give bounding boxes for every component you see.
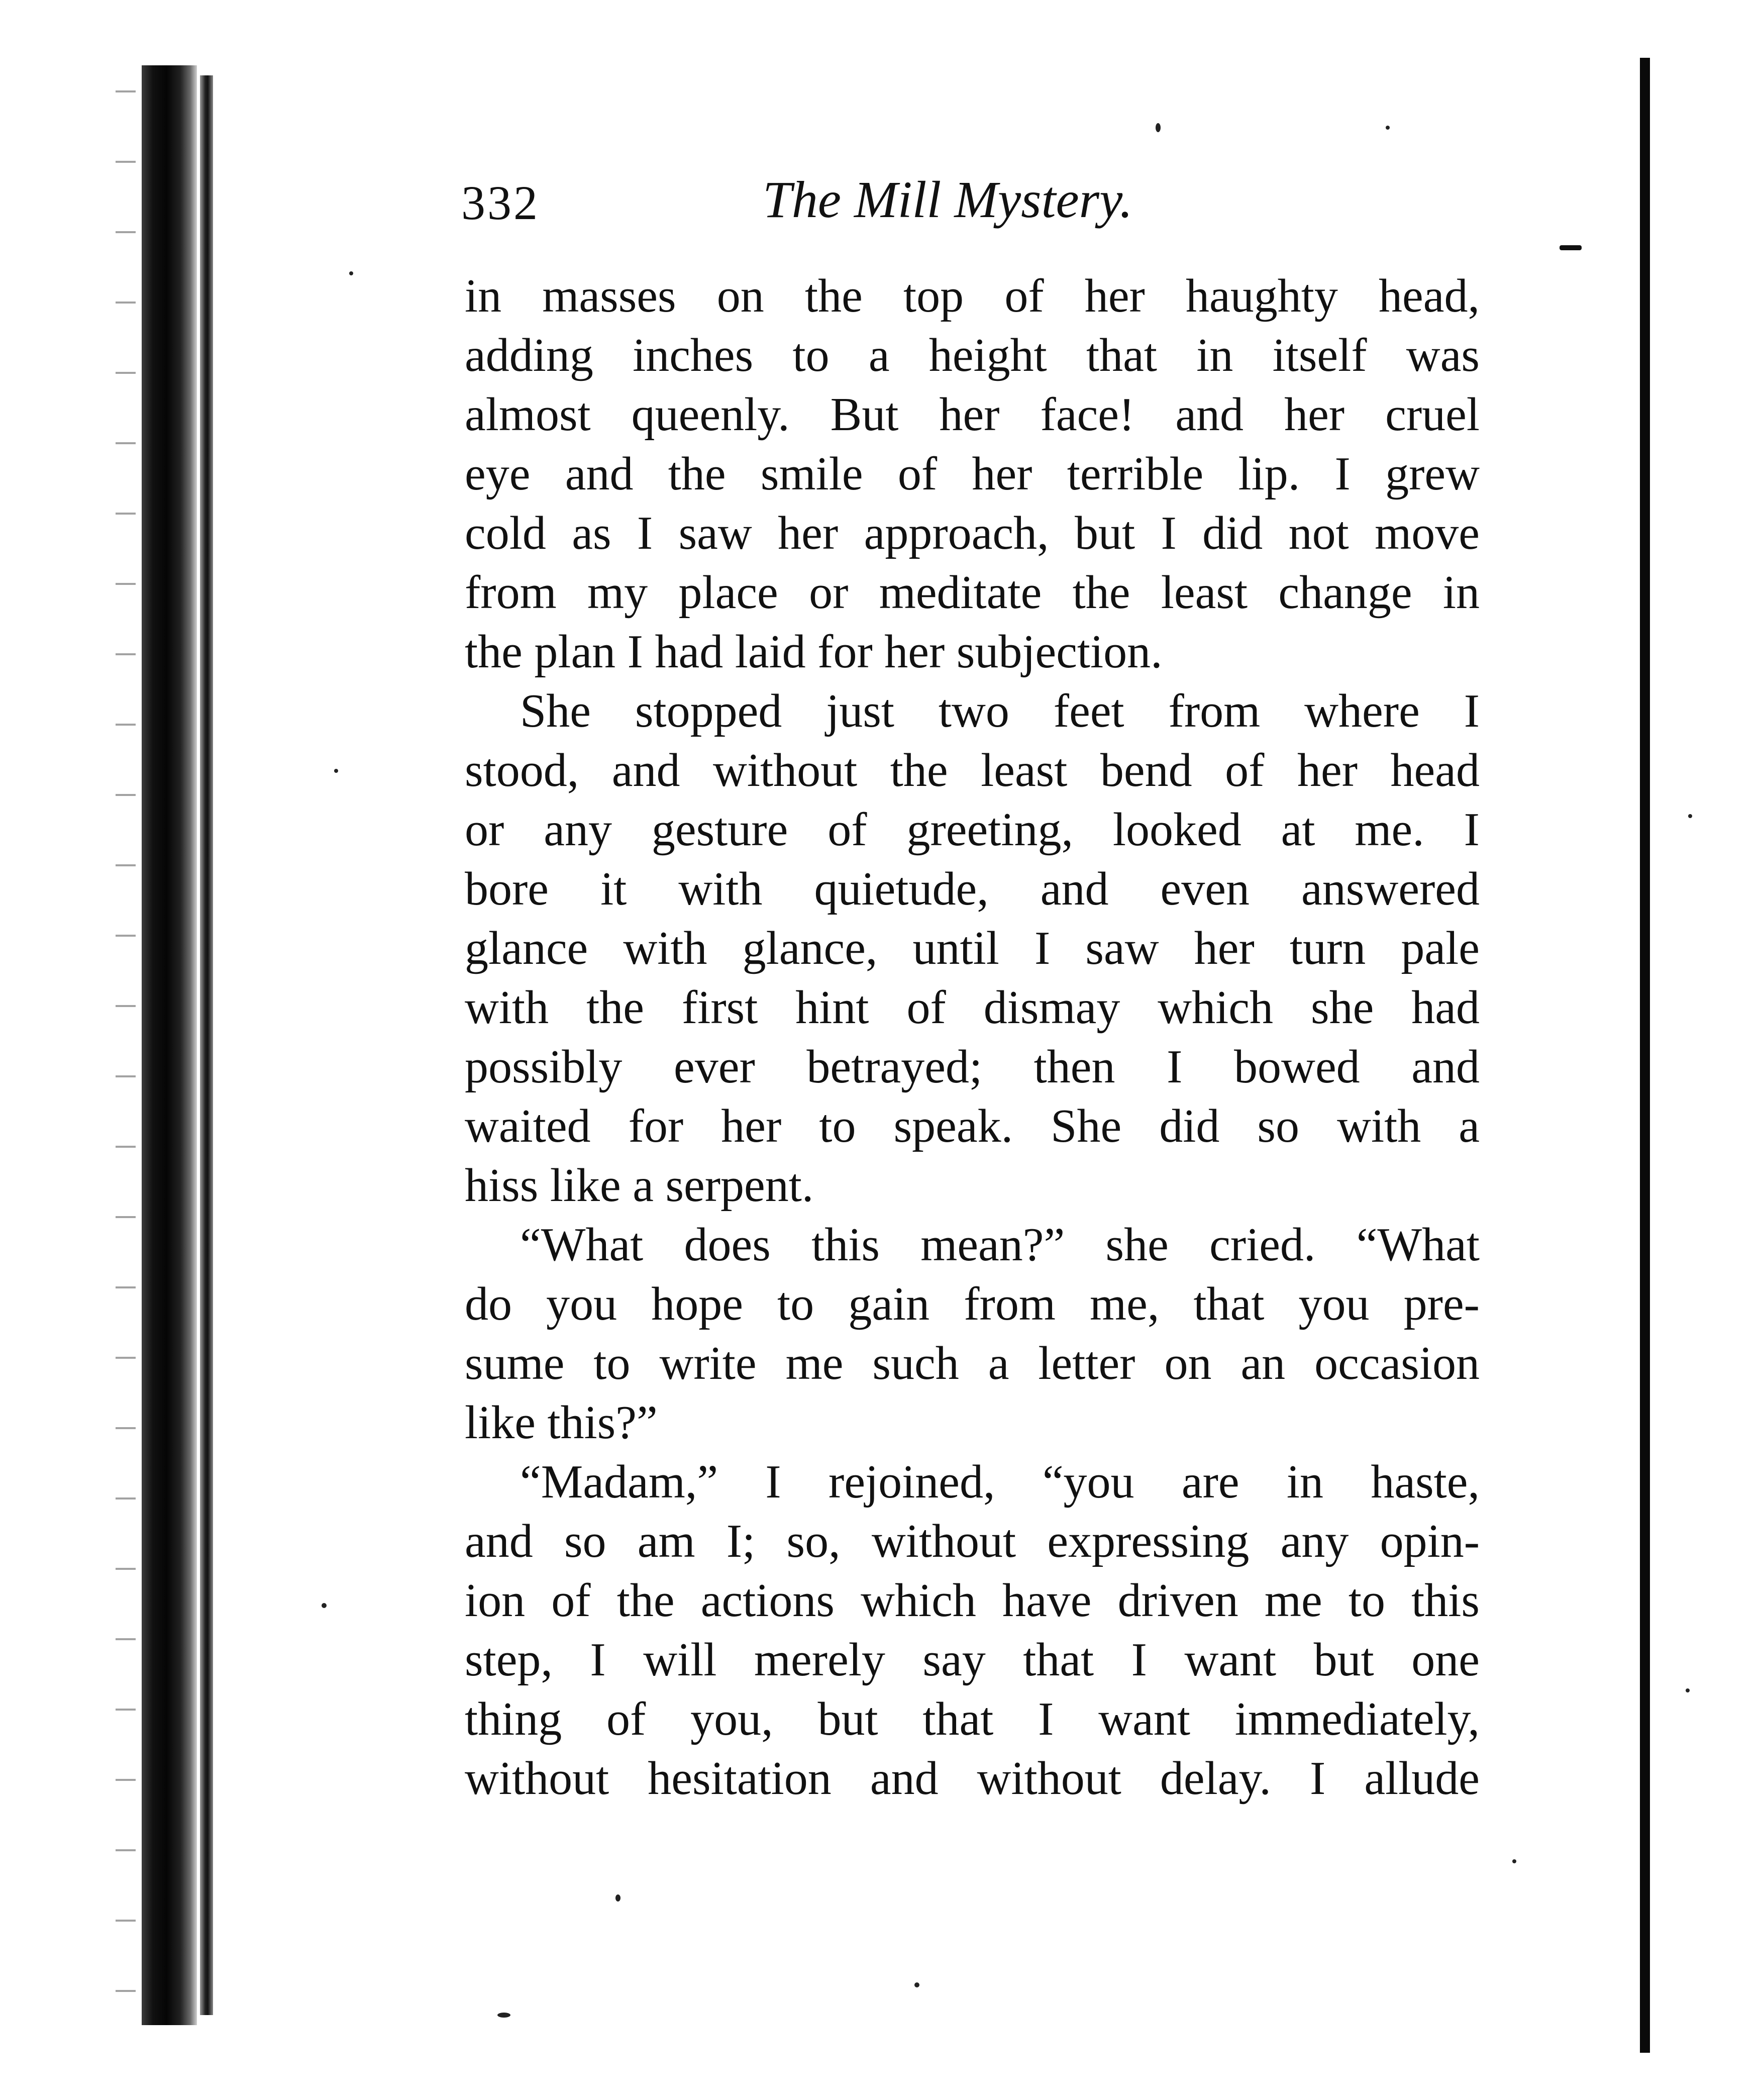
text-line: thing of you, but that I want immediately, — [465, 1693, 1480, 1745]
text-line: in masses on the top of her haughty head, — [465, 270, 1480, 322]
text-line: glance with glance, until I saw her turn pale — [465, 922, 1480, 974]
text-line: and so am I; so, without expressing any opin- — [465, 1515, 1480, 1567]
scan-binding-shadow — [142, 65, 197, 2025]
text-line: or any gesture of greeting, looked at me. I — [465, 804, 1480, 856]
text-line: cold as I saw her approach, but I did not move — [465, 507, 1480, 559]
scan-speck — [1688, 814, 1692, 818]
text-line: like this?” — [465, 1396, 658, 1449]
scan-speck — [1512, 1859, 1516, 1863]
text-line: almost queenly. But her face! and her cruel — [465, 388, 1480, 441]
text-line: from my place or meditate the least change in — [465, 566, 1480, 619]
text-line: with the first hint of dismay which she had — [465, 981, 1480, 1034]
text-line: “What does this mean?” she cried. “What — [520, 1219, 1480, 1271]
running-title: The Mill Mystery. — [763, 171, 1133, 229]
text-line: waited for her to speak. She did so with a — [465, 1100, 1480, 1152]
scan-speck — [615, 1894, 620, 1902]
body-text — [465, 266, 1480, 1808]
scan-edge-mark — [1560, 245, 1582, 250]
text-line: She stopped just two feet from where I — [520, 685, 1480, 737]
page-header — [461, 170, 1165, 235]
text-line: do you hope to gain from me, that you pre- — [465, 1278, 1480, 1330]
scan-binding-edge — [200, 75, 213, 2015]
scan-speck — [1686, 1688, 1690, 1692]
scan-right-edge-rule — [1640, 58, 1650, 2053]
text-line: adding inches to a height that in itself was — [465, 329, 1480, 381]
text-line: without hesitation and without delay. I allude — [465, 1752, 1480, 1805]
text-line: the plan I had laid for her subjection. — [465, 626, 1163, 678]
text-line: eye and the smile of her terrible lip. I grew — [465, 448, 1480, 500]
text-line: possibly ever betrayed; then I bowed and — [465, 1041, 1480, 1093]
scan-speck — [497, 2013, 510, 2018]
scan-gutter-speckle — [116, 60, 136, 2020]
text-line: “Madam,” I rejoined, “you are in haste, — [520, 1456, 1480, 1508]
scan-speck — [349, 271, 353, 275]
scan-speck — [1156, 123, 1161, 132]
scan-speck — [334, 769, 338, 773]
scan-speck — [1386, 126, 1390, 130]
text-line: ion of the actions which have driven me to this — [465, 1574, 1480, 1627]
scan-speck — [914, 1982, 919, 1987]
text-line: step, I will merely say that I want but one — [465, 1634, 1480, 1686]
text-line: sume to write me such a letter on an occasion — [465, 1337, 1480, 1389]
text-line: hiss like a serpent. — [465, 1159, 814, 1212]
page-number: 332 — [461, 176, 540, 230]
text-line: bore it with quietude, and even answered — [465, 863, 1480, 915]
scan-speck — [322, 1603, 327, 1608]
text-line: stood, and without the least bend of her head — [465, 744, 1480, 796]
